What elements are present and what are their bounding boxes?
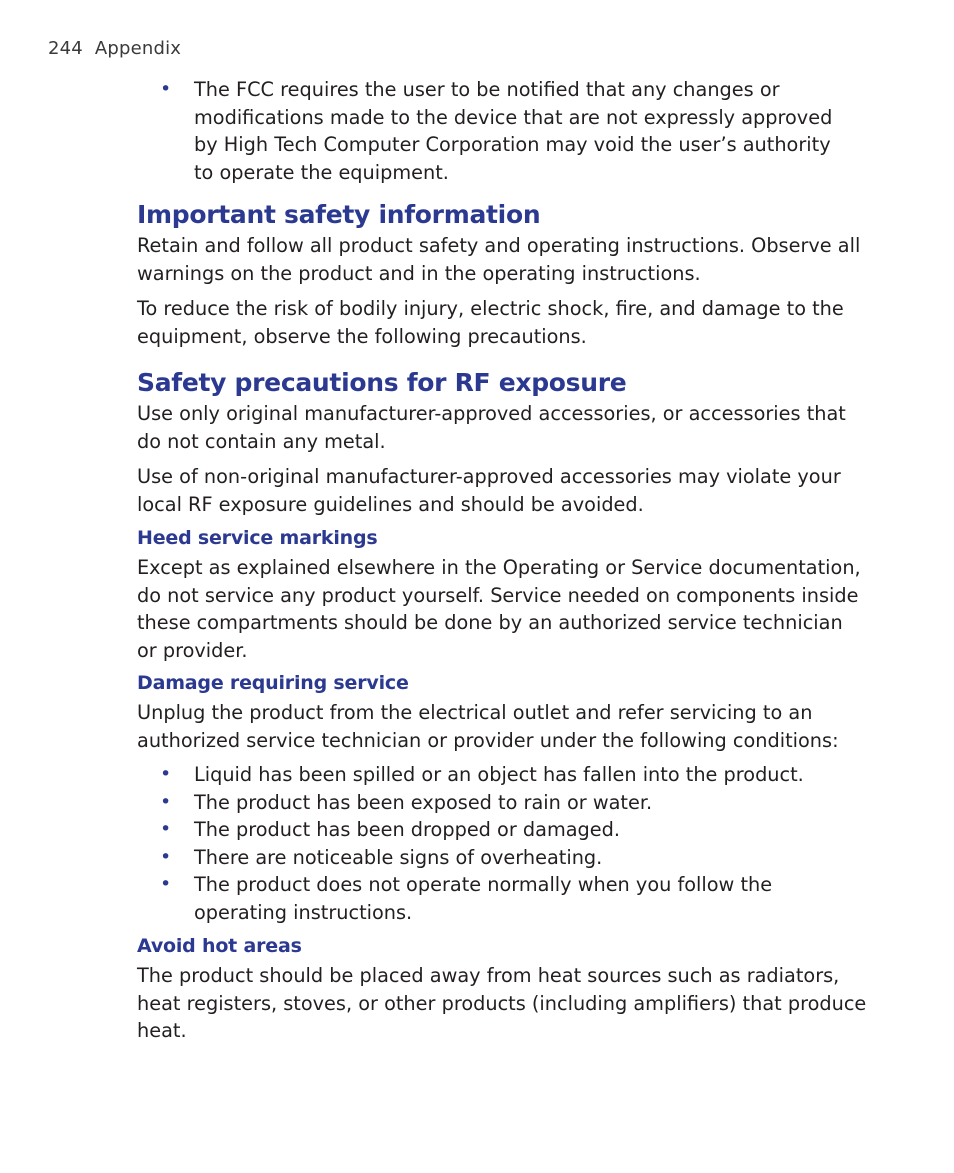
- paragraph: Unplug the product from the electrical outlet and refer servicing to an authorized service technician or provider under the following conditions:: [137, 701, 839, 752]
- bullet-icon: •: [160, 873, 172, 895]
- bullet-text: The product does not operate normally when you follow the operating instructions.: [194, 873, 773, 924]
- list-item: [136, 844, 854, 872]
- bullet-text: The product has been dropped or damaged.: [194, 818, 621, 841]
- bullet-text: Liquid has been spilled or an object has fallen into the product.: [194, 763, 804, 786]
- paragraph: Use of non-original manufacturer-approved accessories may violate your local RF exposure guidelines and should be avoided.: [137, 465, 841, 516]
- bullet-icon: •: [160, 78, 172, 100]
- heading-hot-areas: Avoid hot areas: [137, 935, 302, 957]
- bullet-icon: •: [160, 818, 172, 840]
- heading-heed-service: Heed service markings: [137, 527, 378, 549]
- bullet-icon: •: [160, 790, 172, 813]
- bullet-text: The product has been exposed to rain or water.: [194, 790, 653, 814]
- page-number: 244: [48, 38, 83, 59]
- paragraph: To reduce the risk of bodily injury, electric shock, fire, and damage to the equipment, observe the following precautions.: [137, 297, 844, 348]
- page-header: [48, 38, 181, 59]
- fcc-bullet-list: [0, 76, 854, 186]
- list-item: [136, 76, 854, 186]
- paragraph: Except as explained elsewhere in the Operating or Service documentation, do not service any product yourself. Service needed on components inside these compartments should be done by an authorized service technician or provider.: [137, 556, 861, 662]
- list-item: [136, 789, 854, 817]
- bullet-icon: •: [160, 845, 172, 868]
- bullet-text: The FCC requires the user to be notified that any changes or modifications made to the device that are not expressly approved by High Tech Computer Corporation may void the user’s authority to operate the equipment.: [194, 78, 833, 184]
- list-item: [136, 761, 854, 789]
- section-name: Appendix: [94, 38, 182, 59]
- damage-conditions-list: [0, 761, 854, 926]
- list-item: [136, 816, 854, 844]
- list-item: [136, 871, 854, 926]
- heading-important-safety: Important safety information: [137, 200, 541, 229]
- paragraph: Retain and follow all product safety and operating instructions. Observe all warnings on the product and in the operating instructions.: [137, 234, 861, 285]
- heading-rf-exposure: Safety precautions for RF exposure: [137, 368, 627, 397]
- paragraph: The product should be placed away from heat sources such as radiators, heat registers, stoves, or other products (including amplifiers) that produce heat.: [137, 964, 867, 1042]
- bullet-text: There are noticeable signs of overheating.: [194, 845, 603, 869]
- heading-damage-service: Damage requiring service: [137, 672, 409, 694]
- paragraph: Use only original manufacturer-approved accessories, or accessories that do not contain any metal.: [137, 402, 846, 453]
- bullet-icon: •: [160, 763, 172, 785]
